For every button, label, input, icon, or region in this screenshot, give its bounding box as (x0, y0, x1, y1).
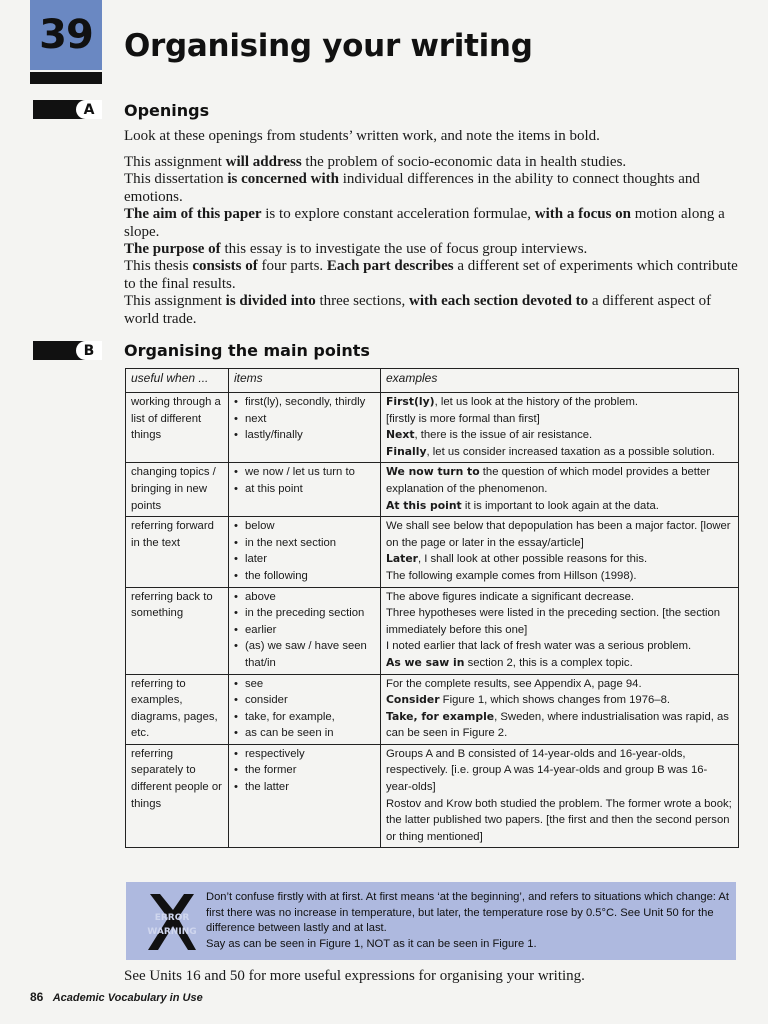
examples-cell (381, 463, 739, 517)
bold-phrase: will address (225, 154, 302, 170)
section-a-heading: Openings (124, 101, 210, 120)
item: • the latter (234, 779, 375, 796)
item: • later (234, 551, 375, 568)
page-title: Organising your writing (124, 28, 533, 64)
example-text: Rostov and Krow both studied the problem. The former wrote a book; the latter published two papers. [the first and then the second person or thing mentioned] (386, 797, 732, 843)
item: • first(ly), secondly, thirdly (234, 394, 375, 411)
example-text: it is important to look again at the data. (461, 499, 659, 512)
section-b-marker (33, 341, 102, 360)
example (386, 655, 733, 672)
useful-when-cell: referring back to something (126, 587, 229, 674)
opening-sentence (124, 241, 744, 258)
unit-bar (30, 72, 102, 84)
bold-phrase: is divided into (225, 293, 316, 310)
header-items: items (229, 369, 381, 393)
example-text: The above figures indicate a significant decrease. (386, 590, 635, 603)
example-keyword: Finally (386, 444, 427, 458)
example (386, 444, 733, 461)
sentence-text: motion along a slope. (124, 206, 725, 240)
sentence-text: individual differences in the ability to connect thoughts and emotions. (124, 171, 700, 205)
example (386, 746, 733, 796)
example (386, 551, 733, 568)
table-header-row (126, 369, 739, 393)
item: • lastly/finally (234, 427, 375, 444)
table-row (126, 517, 739, 587)
example-text: section 2, this is a complex topic. (464, 656, 633, 669)
note-line-2: Say as can be seen in Figure 1, NOT as it can be seen in Figure 1. (206, 937, 537, 950)
table-row (126, 463, 739, 517)
item: • below (234, 518, 375, 535)
header-examples: examples (381, 369, 739, 393)
items-cell (229, 517, 381, 587)
example (386, 464, 733, 497)
sentence-text: This assignment (124, 293, 226, 310)
item: • in the preceding section (234, 605, 375, 622)
example (386, 498, 733, 515)
sentence-text: This dissertation (124, 171, 228, 188)
note-line-1: Don’t confuse firstly with at first. At first means ‘at the beginning’, and refers to situations which change: At first there was no increase in temperature, but later, the temperature rose by 0.5°C. See Unit 50 for the difference between lastly and at last. (206, 891, 729, 934)
example-text: , Sweden, where industrialisation was rapid, as can be seen in Figure 2. (386, 710, 729, 740)
bold-phrase: Each part describes (326, 258, 454, 275)
section-a-marker (33, 100, 102, 119)
error-warning-icon (136, 888, 206, 956)
example-keyword: Next (386, 428, 415, 442)
example (386, 796, 733, 846)
table-row (126, 674, 739, 744)
icon-text-error: ERROR (154, 913, 190, 923)
example-text: , let us look at the history of the problem. (434, 396, 639, 408)
example-text: Figure 1, which shows changes from 1976–8. (439, 694, 670, 707)
examples-cell (381, 744, 739, 848)
items-cell (229, 463, 381, 517)
example (386, 709, 733, 742)
item: • the following (234, 568, 375, 585)
bold-phrase: with each section devoted to (409, 293, 589, 310)
sentence-text: three sections, (315, 293, 410, 310)
useful-when-cell: referring to examples, diagrams, pages, etc. (126, 674, 229, 744)
organising-table (125, 368, 739, 848)
item: • earlier (234, 622, 375, 639)
item: • (as) we saw / have seen that/in (234, 638, 375, 671)
item: • we now / let us turn to (234, 464, 375, 481)
example-keyword: Take, for example (386, 709, 495, 723)
useful-when-cell: referring forward in the text (126, 517, 229, 587)
example-keyword: Consider (386, 693, 440, 707)
useful-when-cell: working through a list of different things (126, 393, 229, 463)
item: • respectively (234, 746, 375, 763)
bold-phrase: is concerned with (227, 171, 339, 188)
example (386, 589, 733, 606)
bold-phrase: The purpose of (124, 241, 221, 258)
sentence-text: a different aspect of world trade. (124, 293, 712, 327)
example (386, 568, 733, 585)
icon-text-warning: WARNING (147, 927, 197, 937)
example-keyword: Later (386, 552, 418, 566)
bold-phrase: with a focus on (534, 206, 632, 223)
note-text (206, 890, 731, 952)
example-text: , there is the issue of air resistance. (414, 429, 593, 442)
item: • at this point (234, 481, 375, 498)
example-keyword: First(ly) (386, 395, 435, 408)
sentence-text: This assignment (124, 154, 226, 170)
item: • above (234, 589, 375, 606)
examples-cell (381, 587, 739, 674)
item: • take, for example, (234, 709, 375, 726)
examples-cell (381, 674, 739, 744)
example-text: Groups A and B consisted of 14-year-olds and 16-year-olds, respectively. [i.e. group A was 14-year-olds and group B was 16-year-olds] (386, 747, 708, 794)
opening-sentence (124, 154, 744, 171)
useful-when-cell: referring separately to different people or things (126, 744, 229, 848)
sentence-text: is to explore constant acceleration formulae, (261, 206, 535, 223)
opening-sentence (124, 171, 744, 206)
example-text: We shall see below that depopulation has been a major factor. [lower on the page or later in the essay/article] (386, 520, 731, 549)
items-cell (229, 587, 381, 674)
item: • as can be seen in (234, 725, 375, 742)
section-b-heading: Organising the main points (124, 341, 370, 360)
example-text: , I shall look at other possible reasons for this. (417, 553, 648, 566)
item: • the former (234, 762, 375, 779)
example (386, 518, 733, 551)
example-keyword: At this point (386, 498, 462, 512)
item: • next (234, 411, 375, 428)
items-cell (229, 393, 381, 463)
example (386, 692, 733, 709)
bold-phrase: The aim of this paper (124, 206, 262, 223)
section-a-letter: A (76, 100, 102, 119)
example-text: the question of which model provides a better explanation of the phenomenon. (386, 466, 711, 495)
section-b-letter: B (76, 341, 102, 360)
warning-note (126, 882, 736, 960)
item: • see (234, 676, 375, 693)
opening-sentence (124, 206, 744, 241)
example (386, 638, 733, 655)
example-keyword: We now turn to (386, 465, 480, 479)
example (386, 411, 733, 428)
example-text: Three hypotheses were listed in the preceding section. [the section immediately before this one] (386, 607, 721, 636)
header-useful: useful when ... (126, 369, 229, 393)
example (386, 427, 733, 444)
example (386, 676, 733, 693)
section-a-intro: Look at these openings from students’ written work, and note the items in bold. (124, 128, 600, 144)
sentence-text: a different set of experiments which contribute to the final results. (124, 258, 738, 292)
item: • in the next section (234, 535, 375, 552)
example (386, 605, 733, 638)
sentence-text: the problem of socio-economic data in health studies. (301, 154, 627, 170)
example-text: For the complete results, see Appendix A, page 94. (386, 677, 642, 690)
sentence-text: this essay is to investigate the use of focus group interviews. (220, 241, 588, 258)
page-number: 86 (30, 990, 44, 1004)
table-row (126, 393, 739, 463)
examples-cell (381, 517, 739, 587)
page-footer (30, 990, 203, 1004)
table-row (126, 744, 739, 848)
opening-sentence (124, 258, 744, 293)
unit-number: 39 (30, 0, 102, 70)
example-text: [firstly is more formal than first] (386, 412, 540, 425)
table-row (126, 587, 739, 674)
bold-phrase: consists of (192, 258, 258, 275)
items-cell (229, 674, 381, 744)
useful-when-cell: changing topics / bringing in new points (126, 463, 229, 517)
book-title: Academic Vocabulary in Use (52, 992, 203, 1004)
items-cell (229, 744, 381, 848)
openings-list (124, 154, 744, 328)
examples-cell (381, 393, 739, 463)
example (386, 394, 733, 411)
sentence-text: four parts. (257, 258, 327, 275)
example-text: , let us consider increased taxation as a possible solution. (426, 445, 715, 458)
example-text: The following example comes from Hillson (1998). (386, 569, 637, 582)
see-also: See Units 16 and 50 for more useful expressions for organising your writing. (124, 968, 585, 984)
opening-sentence (124, 293, 744, 328)
example-keyword: As we saw in (386, 655, 465, 669)
example-text: I noted earlier that lack of fresh water was a serious problem. (386, 640, 692, 653)
item: • consider (234, 692, 375, 709)
sentence-text: This thesis (124, 258, 193, 275)
